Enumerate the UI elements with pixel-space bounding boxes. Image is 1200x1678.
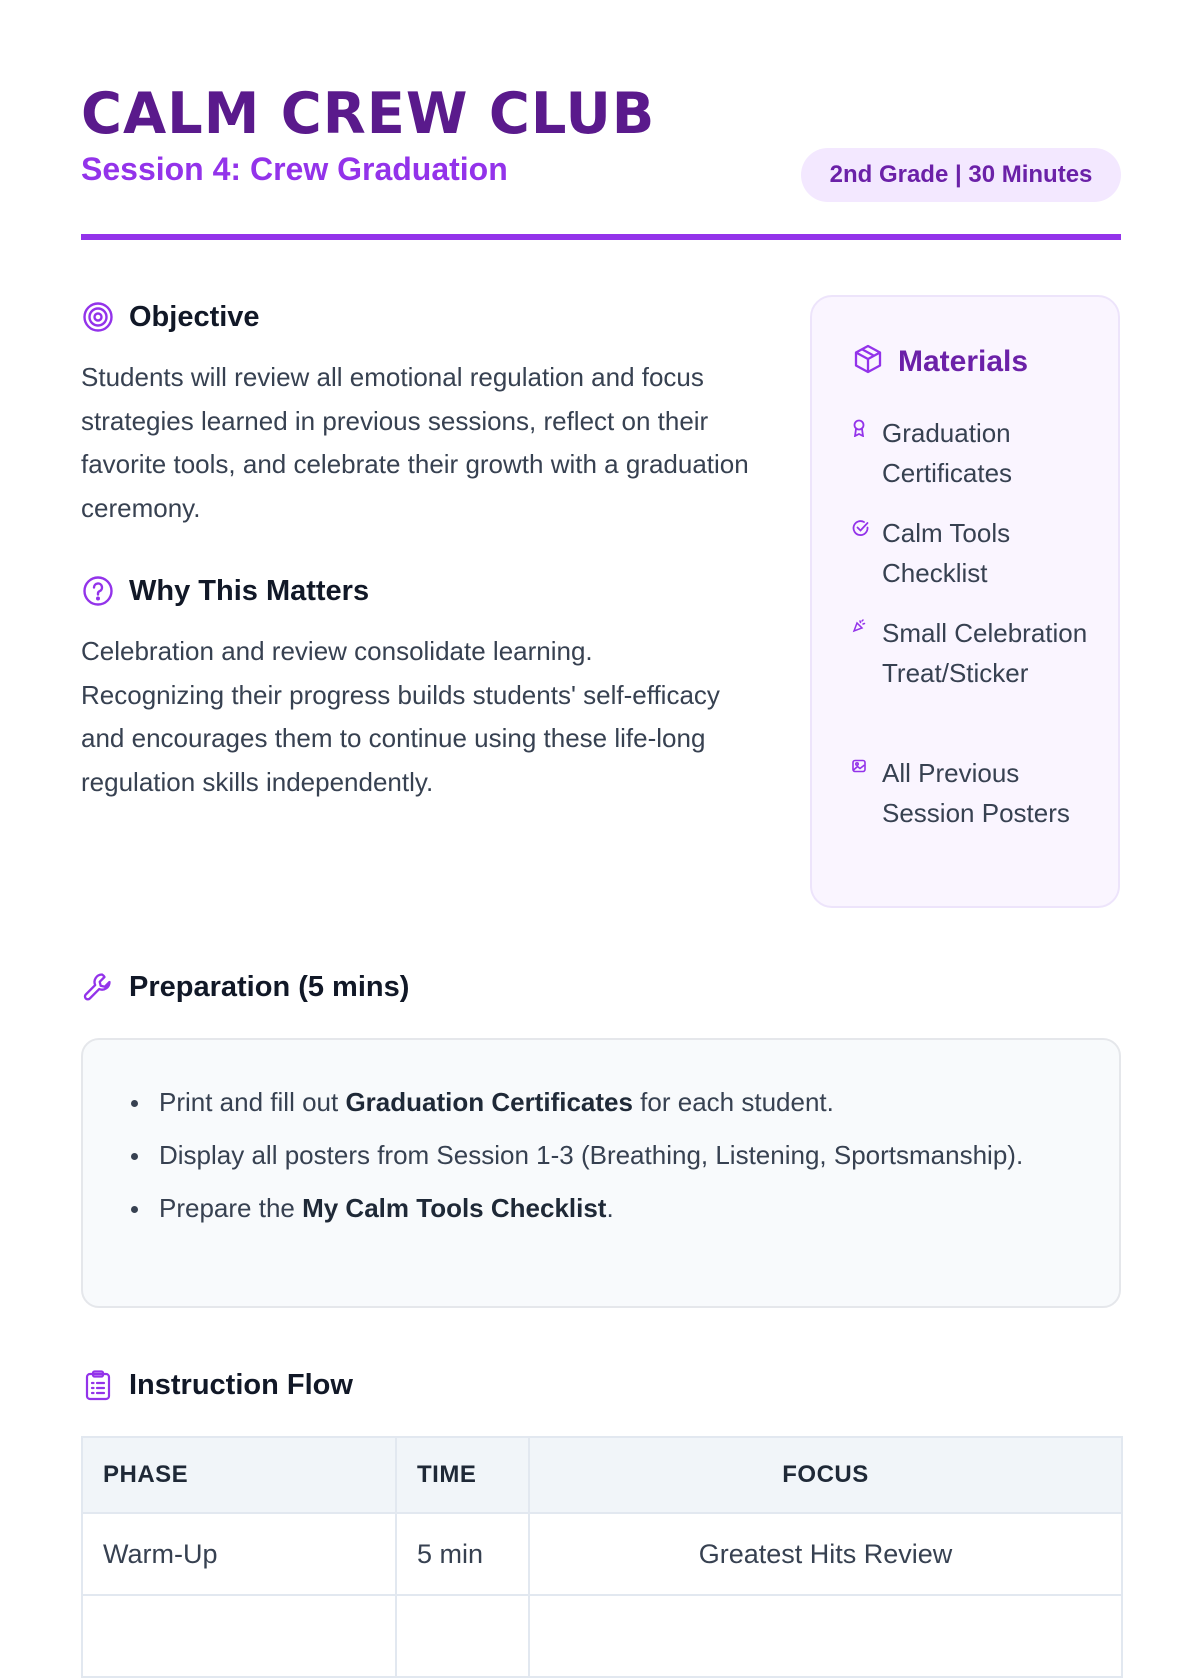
header-divider: [81, 234, 1121, 240]
award-icon: [852, 413, 870, 493]
column-header-time: TIME: [396, 1437, 529, 1513]
material-item: [852, 413, 1102, 493]
target-icon: [81, 300, 115, 334]
question-circle-icon: [81, 574, 115, 608]
table-header-row: [82, 1437, 1122, 1513]
material-item: [852, 513, 1102, 593]
wrench-icon: [81, 970, 115, 1004]
column-header-focus: FOCUS: [529, 1437, 1122, 1513]
objective-heading-row: [81, 300, 260, 334]
check-circle-icon: [852, 513, 870, 593]
materials-card: [810, 295, 1120, 908]
image-icon: [852, 753, 870, 833]
material-label: Calm Tools Checklist: [882, 518, 1011, 588]
material-label: Small Celebration Treat/Sticker: [882, 618, 1088, 688]
instruction-flow-table: [81, 1436, 1123, 1678]
column-header-phase: PHASE: [82, 1437, 396, 1513]
materials-heading-row: [852, 343, 1028, 380]
preparation-list: [127, 1082, 1087, 1241]
preparation-box: [81, 1038, 1121, 1308]
session-subtitle: Session 4: Crew Graduation: [81, 151, 508, 187]
why-text: Celebration and review consolidate learning. Recognizing their progress builds students' self-efficacy and encourages them to continue using these life-long regulation skills independently.: [81, 636, 720, 797]
time-cell: 5 min: [396, 1513, 529, 1595]
party-popper-icon: [852, 613, 870, 693]
grade-duration-badge: 2nd Grade | 30 Minutes: [801, 148, 1121, 202]
preparation-heading: Preparation (5 mins): [129, 971, 410, 1003]
table-row: [82, 1595, 1122, 1677]
objective-text: Students will review all emotional regulation and focus strategies learned in previous sessions, reflect on their favorite tools, and celebrate their growth with a graduation ceremony.: [81, 362, 749, 523]
list-item: Display all posters from Session 1-3 (Breathing, Listening, Sportsmanship).: [127, 1135, 1087, 1175]
objective-heading: Objective: [129, 301, 260, 333]
preparation-heading-row: [81, 970, 409, 1004]
why-heading: Why This Matters: [129, 575, 370, 607]
package-icon: [852, 343, 884, 380]
clipboard-list-icon: [81, 1368, 115, 1402]
material-label: Graduation Certificates: [882, 418, 1013, 488]
list-item: Print and fill out Graduation Certificates for each student.: [127, 1082, 1087, 1122]
focus-cell: Greatest Hits Review: [529, 1513, 1122, 1595]
table-row: [82, 1513, 1122, 1595]
material-label: All Previous Session Posters: [882, 758, 1070, 828]
why-heading-row: [81, 574, 369, 608]
materials-heading: Materials: [898, 344, 1029, 378]
flow-heading-row: [81, 1368, 353, 1402]
material-item: [852, 613, 1102, 693]
list-item: Prepare the My Calm Tools Checklist.: [127, 1188, 1087, 1228]
phase-cell: Warm-Up: [82, 1513, 396, 1595]
flow-heading: Instruction Flow: [129, 1369, 353, 1401]
material-item: [852, 753, 1102, 833]
club-title: CALM CREW CLUB: [81, 81, 656, 147]
